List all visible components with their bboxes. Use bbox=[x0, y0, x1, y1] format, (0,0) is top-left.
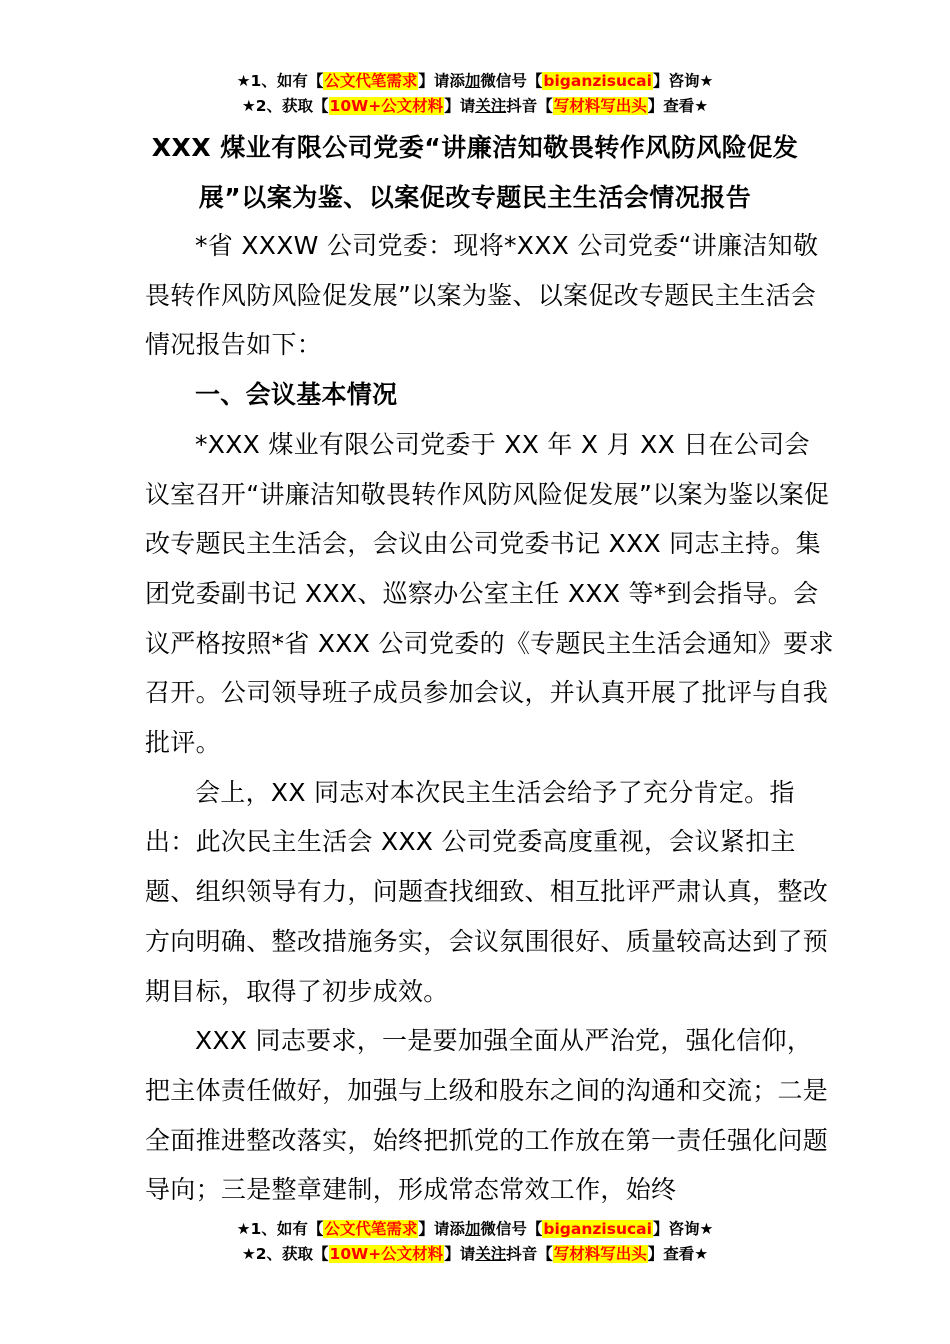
ad-underline: 关注 bbox=[475, 97, 507, 115]
paragraph-meeting-overview: *XXX 煤业有限公司党委于 XX 年 X 月 XX 日在公司会议室召开“讲廉洁知敬畏转作风防风险促发展”以案为鉴以案促改专题民主生活会，会议由公司党委书记 XXX 同志主持。集团党委副书记 XXX、巡察办公室主任 XXX 等*到会指导。会议严格按照*省 XXX 公司党委的《专题民主生活会通知》要求召开。公司领导班子成员参加会议，并认真开展了批评与自我批评。 bbox=[145, 429, 834, 758]
ad-text: 微信号【 bbox=[480, 1220, 543, 1238]
bottom-ad-line-2 bbox=[0, 1241, 950, 1267]
ad-text: 抖音【 bbox=[506, 97, 553, 115]
top-ad-line-1 bbox=[0, 68, 950, 94]
intro-paragraph: *省 XXXW 公司党委：现将*XXX 公司党委“讲廉洁知敬畏转作风防风险促发展”以案为鉴、以案促改专题民主生活会情况报告如下： bbox=[145, 231, 819, 360]
ad-text: ★1、如有【 bbox=[236, 72, 324, 90]
ad-underline: 加 bbox=[464, 1220, 481, 1238]
ad-highlight: 公文代笔需求 bbox=[324, 1220, 418, 1238]
ad-highlight-douyin: 写材料写出头 bbox=[553, 97, 647, 115]
ad-text: 微信号【 bbox=[480, 72, 543, 90]
paragraph-requirements: XXX 同志要求，一是要加强全面从严治党，强化信仰，把主体责任做好，加强与上级和股东之间的沟通和交流；二是全面推进整改落实，始终把抓党的工作放在第一责任强化问题导向；三是整章建制，形成常态常效工作，始终 bbox=[145, 1026, 829, 1205]
ad-text: 】请添 bbox=[418, 72, 465, 90]
ad-underline: 加 bbox=[464, 72, 481, 90]
ad-highlight: 10W+公文材料 bbox=[329, 1245, 444, 1263]
section-heading: 一、会议基本情况 bbox=[195, 380, 398, 410]
bottom-ad-line-1 bbox=[0, 1216, 950, 1242]
document-title-line-2: 展”以案为鉴、以案促改专题民主生活会情况报告 bbox=[198, 183, 752, 212]
document-body bbox=[145, 221, 835, 1215]
ad-text: 抖音【 bbox=[506, 1245, 553, 1263]
ad-text: 】请 bbox=[444, 97, 476, 115]
ad-text: 】请 bbox=[444, 1245, 476, 1263]
ad-underline: 关注 bbox=[475, 1245, 507, 1263]
ad-text: 】咨询★ bbox=[652, 72, 714, 90]
top-ad-line-2 bbox=[0, 93, 950, 119]
ad-highlight: 公文代笔需求 bbox=[324, 72, 418, 90]
ad-highlight-wechat-id: biganzisucai bbox=[543, 72, 652, 90]
ad-text: 】查看★ bbox=[647, 1245, 709, 1263]
ad-highlight-wechat-id: biganzisucai bbox=[543, 1220, 652, 1238]
ad-text: 】咨询★ bbox=[652, 1220, 714, 1238]
paragraph-feedback: 会上，XX 同志对本次民主生活会给予了充分肯定。指出：此次民主生活会 XXX 公司党委高度重视，会议紧扣主题、组织领导有力，问题查找细致、相互批评严肃认真，整改方向明确、整改措施务实，会议氛围很好、质量较高达到了预期目标，取得了初步成效。 bbox=[145, 777, 829, 1006]
ad-highlight-douyin: 写材料写出头 bbox=[553, 1245, 647, 1263]
ad-text: ★1、如有【 bbox=[236, 1220, 324, 1238]
document-title-line-1: XXX 煤业有限公司党委“讲廉洁知敬畏转作风防风险促发 bbox=[151, 133, 799, 162]
ad-highlight: 10W+公文材料 bbox=[329, 97, 444, 115]
ad-text: 】请添 bbox=[418, 1220, 465, 1238]
ad-text: 】查看★ bbox=[647, 97, 709, 115]
ad-text: ★2、获取【 bbox=[241, 97, 329, 115]
ad-text: ★2、获取【 bbox=[241, 1245, 329, 1263]
